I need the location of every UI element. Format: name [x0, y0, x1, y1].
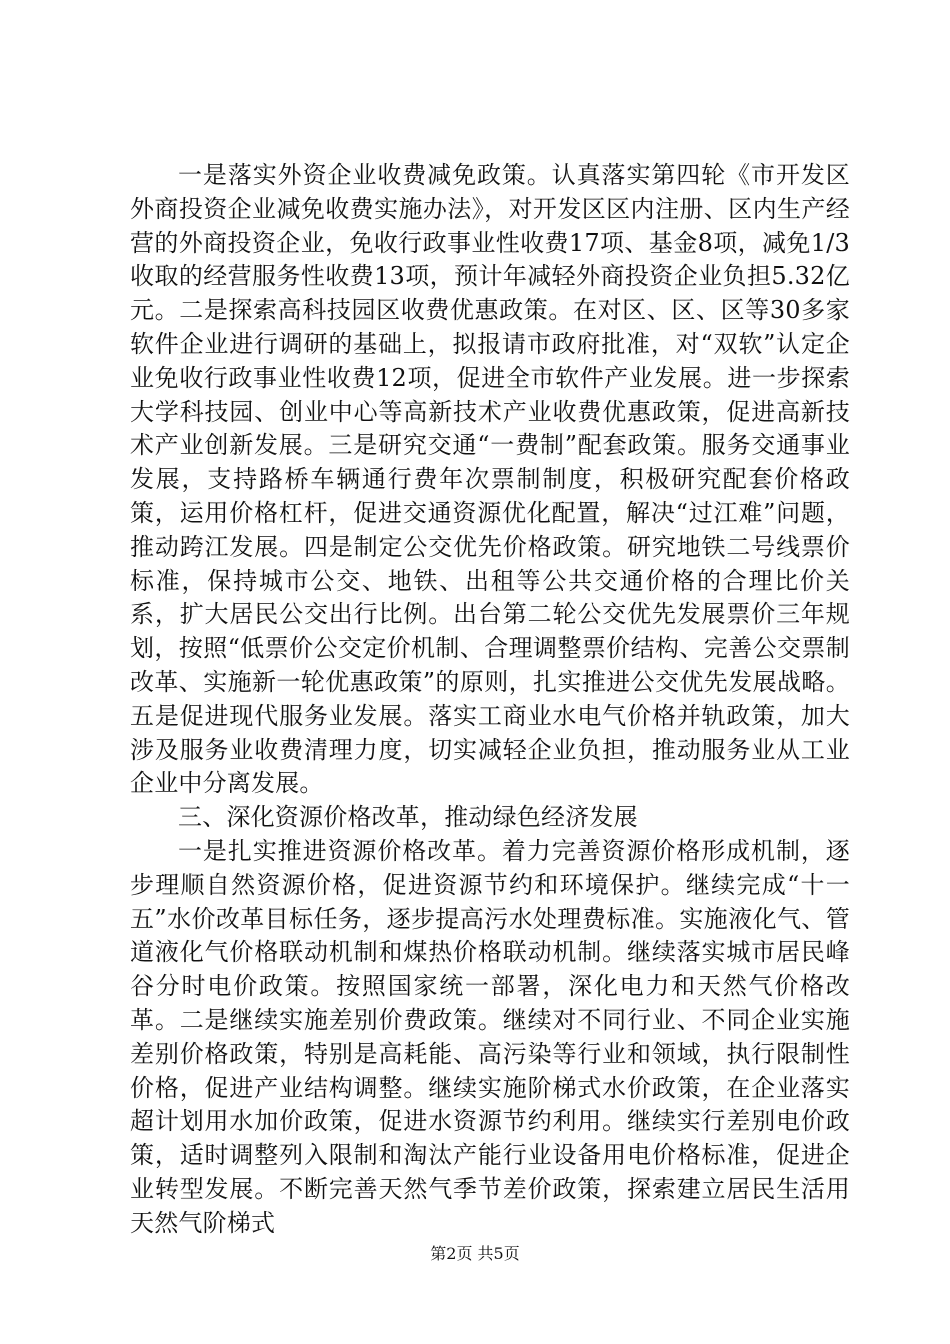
page-total: 共5页 [477, 1244, 520, 1263]
page-footer [0, 1244, 950, 1264]
document-body [130, 159, 850, 1241]
page-number: 第2页 [430, 1244, 473, 1263]
paragraph-resource-price-reform: 一是扎实推进资源价格改革。着力完善资源价格形成机制，逐步理顺自然资源价格，促进资源节约和环境保护。继续完成“十一五”水价改革目标任务，逐步提高污水处理费标准。实施液化气、管道液化气价格联动机制和煤热价格联动机制。继续落实城市居民峰谷分时电价政策。按照国家统一部署，深化电力和天然气价格改革。二是继续实施差别价费政策。继续对不同行业、不同企业实施差别价格政策，特别是高耗能、高污染等行业和领域，执行限制性价格，促进产业结构调整。继续实施阶梯式水价政策，在企业落实超计划用水加价政策，促进水资源节约利用。继续实行差别电价政策，适时调整列入限制和淘汰产能行业设备用电价格标准，促进企业转型发展。不断完善天然气季节差价政策，探索建立居民生活用天然气阶梯式 [130, 836, 850, 1237]
paragraph-fee-reduction-policies: 一是落实外资企业收费减免政策。认真落实第四轮《市开发区外商投资企业减免收费实施办法》，对开发区区内注册、区内生产经营的外商投资企业，免收行政事业性收费17项、基金8项，减免1/3收取的经营服务性收费13项，预计年减轻外商投资企业负担5.32亿元。二是探索高科技园区收费优惠政策。在对区、区、区等30多家软件企业进行调研的基础上，拟报请市政府批准，对“双软”认定企业免收行政事业性收费12项，促进全市软件产业发展。进一步探索大学科技园、创业中心等高新技术产业收费优惠政策，促进高新技术产业创新发展。三是研究交通“一费制”配套政策。服务交通事业发展，支持路桥车辆通行费年次票制制度，积极研究配套价格政策，运用价格杠杆，促进交通资源优化配置，解决“过江难”问题，推动跨江发展。四是制定公交优先价格政策。研究地铁二号线票价标准，保持城市公交、地铁、出租等公共交通价格的合理比价关系，扩大居民公交出行比例。出台第二轮公交优先发展票价三年规划，按照“低票价公交定价机制、合理调整票价结构、完善公交票制改革、实施新一轮优惠政策”的原则，扎实推进公交优先发展战略。五是促进现代服务业发展。落实工商业水电气价格并轨政策，加大涉及服务业收费清理力度，切实减轻企业负担，推动服务业从工业企业中分离发展。 [130, 161, 850, 798]
section-heading-resource-price-reform: 三、深化资源价格改革，推动绿色经济发展 [178, 803, 638, 832]
